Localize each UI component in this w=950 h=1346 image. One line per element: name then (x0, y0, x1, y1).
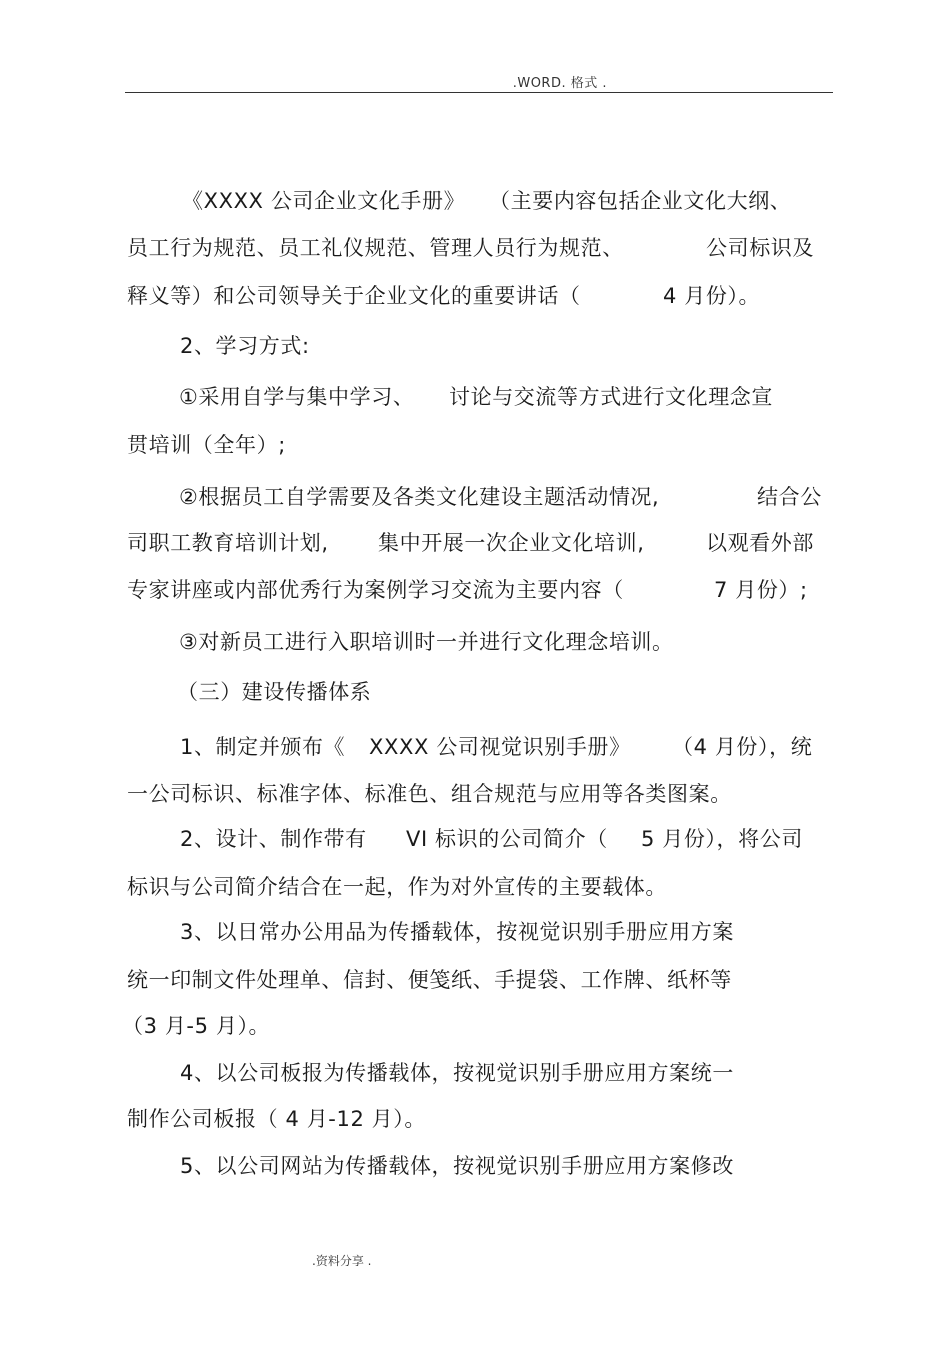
body-line: ②根据员工自学需要及各类文化建设主题活动情况, (179, 485, 660, 509)
page-footer: .资料分享 . (312, 1254, 372, 1268)
body-line: ①采用自学与集中学习、 (179, 385, 415, 409)
body-line: 5 月份），将公司 (641, 827, 803, 851)
body-line: （4 月份），统 (672, 735, 813, 759)
body-line: 《XXXX 公司企业文化手册》 (182, 189, 466, 213)
body-line: XXXX 公司视觉识别手册》 (369, 735, 631, 759)
section-heading: （三）建设传播体系 (177, 680, 372, 704)
body-line: 3、以日常办公用品为传播载体，按视觉识别手册应用方案 (180, 920, 734, 944)
body-line: （3 月-5 月）。 (122, 1014, 271, 1038)
body-line: 4、以公司板报为传播载体，按视觉识别手册应用方案统一 (180, 1061, 734, 1085)
body-line: 一公司标识、标准字体、标准色、组合规范与应用等各类图案。 (127, 782, 732, 806)
body-line: 标识与公司简介结合在一起，作为对外宣传的主要载体。 (127, 875, 667, 899)
body-line: 以观看外部 (706, 531, 814, 555)
body-line: 公司标识及 (706, 236, 814, 260)
page-header (125, 68, 833, 93)
body-line: 5、以公司网站为传播载体，按视觉识别手册应用方案修改 (180, 1154, 734, 1178)
body-line: 司职工教育培训计划, (127, 531, 329, 555)
body-line: 统一印制文件处理单、信封、便笺纸、手提袋、工作牌、纸杯等 (127, 968, 732, 992)
body-line: 讨论与交流等方式进行文化理念宣 (449, 385, 773, 409)
section-heading: 2、学习方式: (180, 334, 310, 358)
body-line: （主要内容包括企业文化大纲、 (489, 189, 792, 213)
body-line: 4 月份）。 (663, 284, 761, 308)
body-line: 释义等）和公司领导关于企业文化的重要讲话（ (127, 284, 581, 308)
body-line: 贯培训（全年）; (127, 433, 286, 457)
body-line: 集中开展一次企业文化培训, (378, 531, 645, 555)
body-line: 7 月份）; (714, 578, 808, 602)
body-line: 2、设计、制作带有 (180, 827, 367, 851)
body-line: VI 标识的公司简介（ (406, 827, 608, 851)
body-line: 专家讲座或内部优秀行为案例学习交流为主要内容（ (127, 578, 624, 602)
header-text: .WORD. 格式 . (512, 76, 607, 91)
body-line: 制作公司板报（ 4 月-12 月）。 (127, 1107, 426, 1131)
body-line: 1、制定并颁布《 (180, 735, 346, 759)
body-line: ③对新员工进行入职培训时一并进行文化理念培训。 (179, 630, 674, 654)
body-line: 员工行为规范、员工礼仪规范、管理人员行为规范、 (127, 236, 624, 260)
body-line: 结合公 (757, 485, 822, 509)
